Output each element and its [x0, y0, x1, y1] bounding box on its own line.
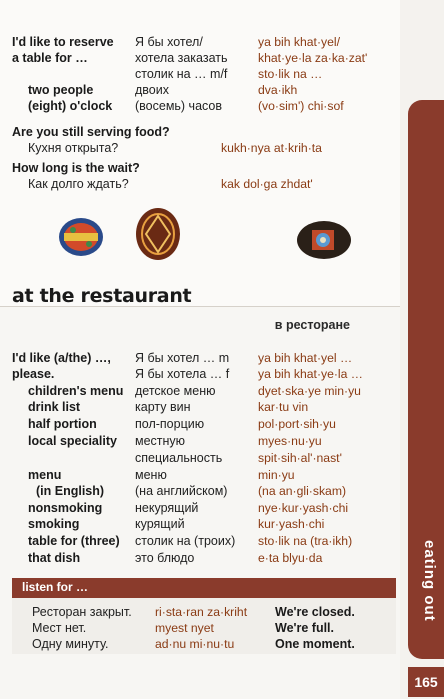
phrase-transliteration: (vo·sim') chi·sof — [258, 99, 344, 113]
listen-english: We're full. — [275, 621, 335, 635]
phrase-transliteration: pol·port·sih·yu — [258, 417, 336, 431]
phrase-transliteration: sto·lik na … — [258, 67, 323, 81]
phrase-english: I'd like to reserve — [12, 35, 114, 49]
listen-english: One moment. — [275, 637, 355, 651]
phrase-russian: Я бы хотел/ — [135, 35, 203, 49]
listen-transliteration: ri·sta·ran za·kriht — [155, 605, 248, 619]
phrase-transliteration: spit·sih·al'·nast' — [258, 451, 342, 465]
phrase-row — [12, 34, 396, 51]
section-subtitle: в ресторане — [274, 318, 350, 332]
chapter-tab-label: eating out — [421, 540, 438, 622]
phrase-russian: Я бы хотела … f — [135, 367, 230, 381]
chapter-side-tab[interactable] — [408, 100, 444, 659]
phrase-row — [12, 140, 396, 157]
phrase-russian: меню — [135, 468, 167, 482]
phrase-row — [12, 50, 396, 67]
phrase-row — [12, 533, 396, 550]
phrase-row — [12, 160, 396, 177]
phrase-row — [12, 433, 396, 450]
phrase-transliteration: dva·ikh — [258, 83, 298, 97]
phrase-transliteration: e·ta blyu·da — [258, 551, 323, 565]
phrase-transliteration: (na an·gli·skam) — [258, 484, 347, 498]
phrase-russian: специальность — [135, 451, 223, 465]
phrase-russian: это блюдо — [135, 551, 195, 565]
phrase-russian: карту вин — [135, 400, 191, 414]
phrase-transliteration: ya bih khat·yel/ — [258, 35, 340, 49]
phrase-transliteration: khat·ye·la za·ka·zat' — [258, 51, 368, 65]
phrase-english: How long is the wait? — [12, 161, 140, 175]
phrase-transliteration: kur·yash·chi — [258, 517, 325, 531]
listen-russian: Одну минуту. — [32, 637, 109, 651]
phrase-english: please. — [12, 367, 55, 381]
phrase-english: smoking — [28, 517, 80, 531]
phrase-row — [12, 416, 396, 433]
painted-egg-icon — [296, 220, 352, 260]
phrase-row — [12, 66, 396, 83]
listen-row — [12, 620, 396, 637]
phrase-english: I'd like (a/the) …, — [12, 351, 111, 365]
phrase-row — [12, 350, 396, 367]
phrase-row — [12, 98, 396, 115]
phrase-transliteration: kak dol·ga zhdat' — [221, 177, 313, 191]
phrase-row — [12, 176, 396, 193]
phrase-english: that dish — [28, 551, 81, 565]
phrase-row — [12, 82, 396, 99]
phrase-row — [12, 450, 396, 467]
phrase-english: children's menu — [28, 384, 124, 398]
page-number: 165 — [408, 667, 444, 697]
phrase-russian: (на английском) — [135, 484, 228, 498]
listen-row — [12, 636, 396, 653]
phrase-english: local speciality — [28, 434, 117, 448]
phrase-row — [12, 483, 396, 500]
phrase-row — [12, 550, 396, 567]
listen-row — [12, 604, 396, 621]
phrase-transliteration: kukh·nya at·krih·ta — [221, 141, 322, 155]
painted-egg-icon — [58, 216, 104, 258]
phrase-transliteration: ya bih khat·yel … — [258, 351, 353, 365]
phrase-row — [12, 467, 396, 484]
phrase-transliteration: dyet·ska·ye min·yu — [258, 384, 361, 398]
phrase-english: Are you still serving food? — [12, 125, 170, 139]
phrase-transliteration: nye·kur·yash·chi — [258, 501, 349, 515]
phrase-english: table for (three) — [28, 534, 120, 548]
phrase-english: two people — [28, 83, 94, 97]
phrase-row — [12, 366, 396, 383]
phrase-transliteration: myes·nu·yu — [258, 434, 322, 448]
listen-russian: Мест нет. — [32, 621, 87, 635]
phrase-russian: детское меню — [135, 384, 216, 398]
phrase-row — [12, 124, 396, 141]
phrase-russian: местную — [135, 434, 186, 448]
listen-for-label: listen for … — [22, 580, 89, 594]
phrase-row — [12, 516, 396, 533]
phrase-english: menu — [28, 468, 62, 482]
phrase-transliteration: min·yu — [258, 468, 295, 482]
phrase-row — [12, 383, 396, 400]
phrase-row — [12, 399, 396, 416]
phrase-english: drink list — [28, 400, 81, 414]
phrase-row — [12, 500, 396, 517]
phrase-transliteration: ya bih khat·ye·la … — [258, 367, 363, 381]
listen-transliteration: ad·nu mi·nu·tu — [155, 637, 235, 651]
phrase-transliteration: sto·lik na (tra·ikh) — [258, 534, 353, 548]
phrase-english: (in English) — [36, 484, 105, 498]
listen-for-bar — [12, 578, 396, 598]
phrase-english: (eight) o'clock — [28, 99, 113, 113]
listen-transliteration: myest nyet — [155, 621, 214, 635]
phrase-russian: двоих — [135, 83, 169, 97]
listen-russian: Ресторан закрыт. — [32, 605, 132, 619]
phrase-russian: курящий — [135, 517, 185, 531]
phrase-transliteration: kar·tu vin — [258, 400, 309, 414]
phrase-russian: (восемь) часов — [135, 99, 223, 113]
phrase-english: a table for … — [12, 51, 88, 65]
listen-english: We're closed. — [275, 605, 355, 619]
phrase-russian: столик на … m/f — [135, 67, 228, 81]
phrase-russian: Кухня открыта? — [28, 141, 119, 155]
phrase-english: nonsmoking — [28, 501, 103, 515]
phrase-english: half portion — [28, 417, 97, 431]
phrase-russian: пол-порцию — [135, 417, 205, 431]
phrase-russian: Я бы хотел … m — [135, 351, 230, 365]
phrase-russian: хотела заказать — [135, 51, 228, 65]
section-title: at the restaurant — [12, 285, 192, 307]
phrase-russian: столик на (троих) — [135, 534, 236, 548]
phrase-russian: некурящий — [135, 501, 199, 515]
phrase-russian: Как долго ждать? — [28, 177, 129, 191]
